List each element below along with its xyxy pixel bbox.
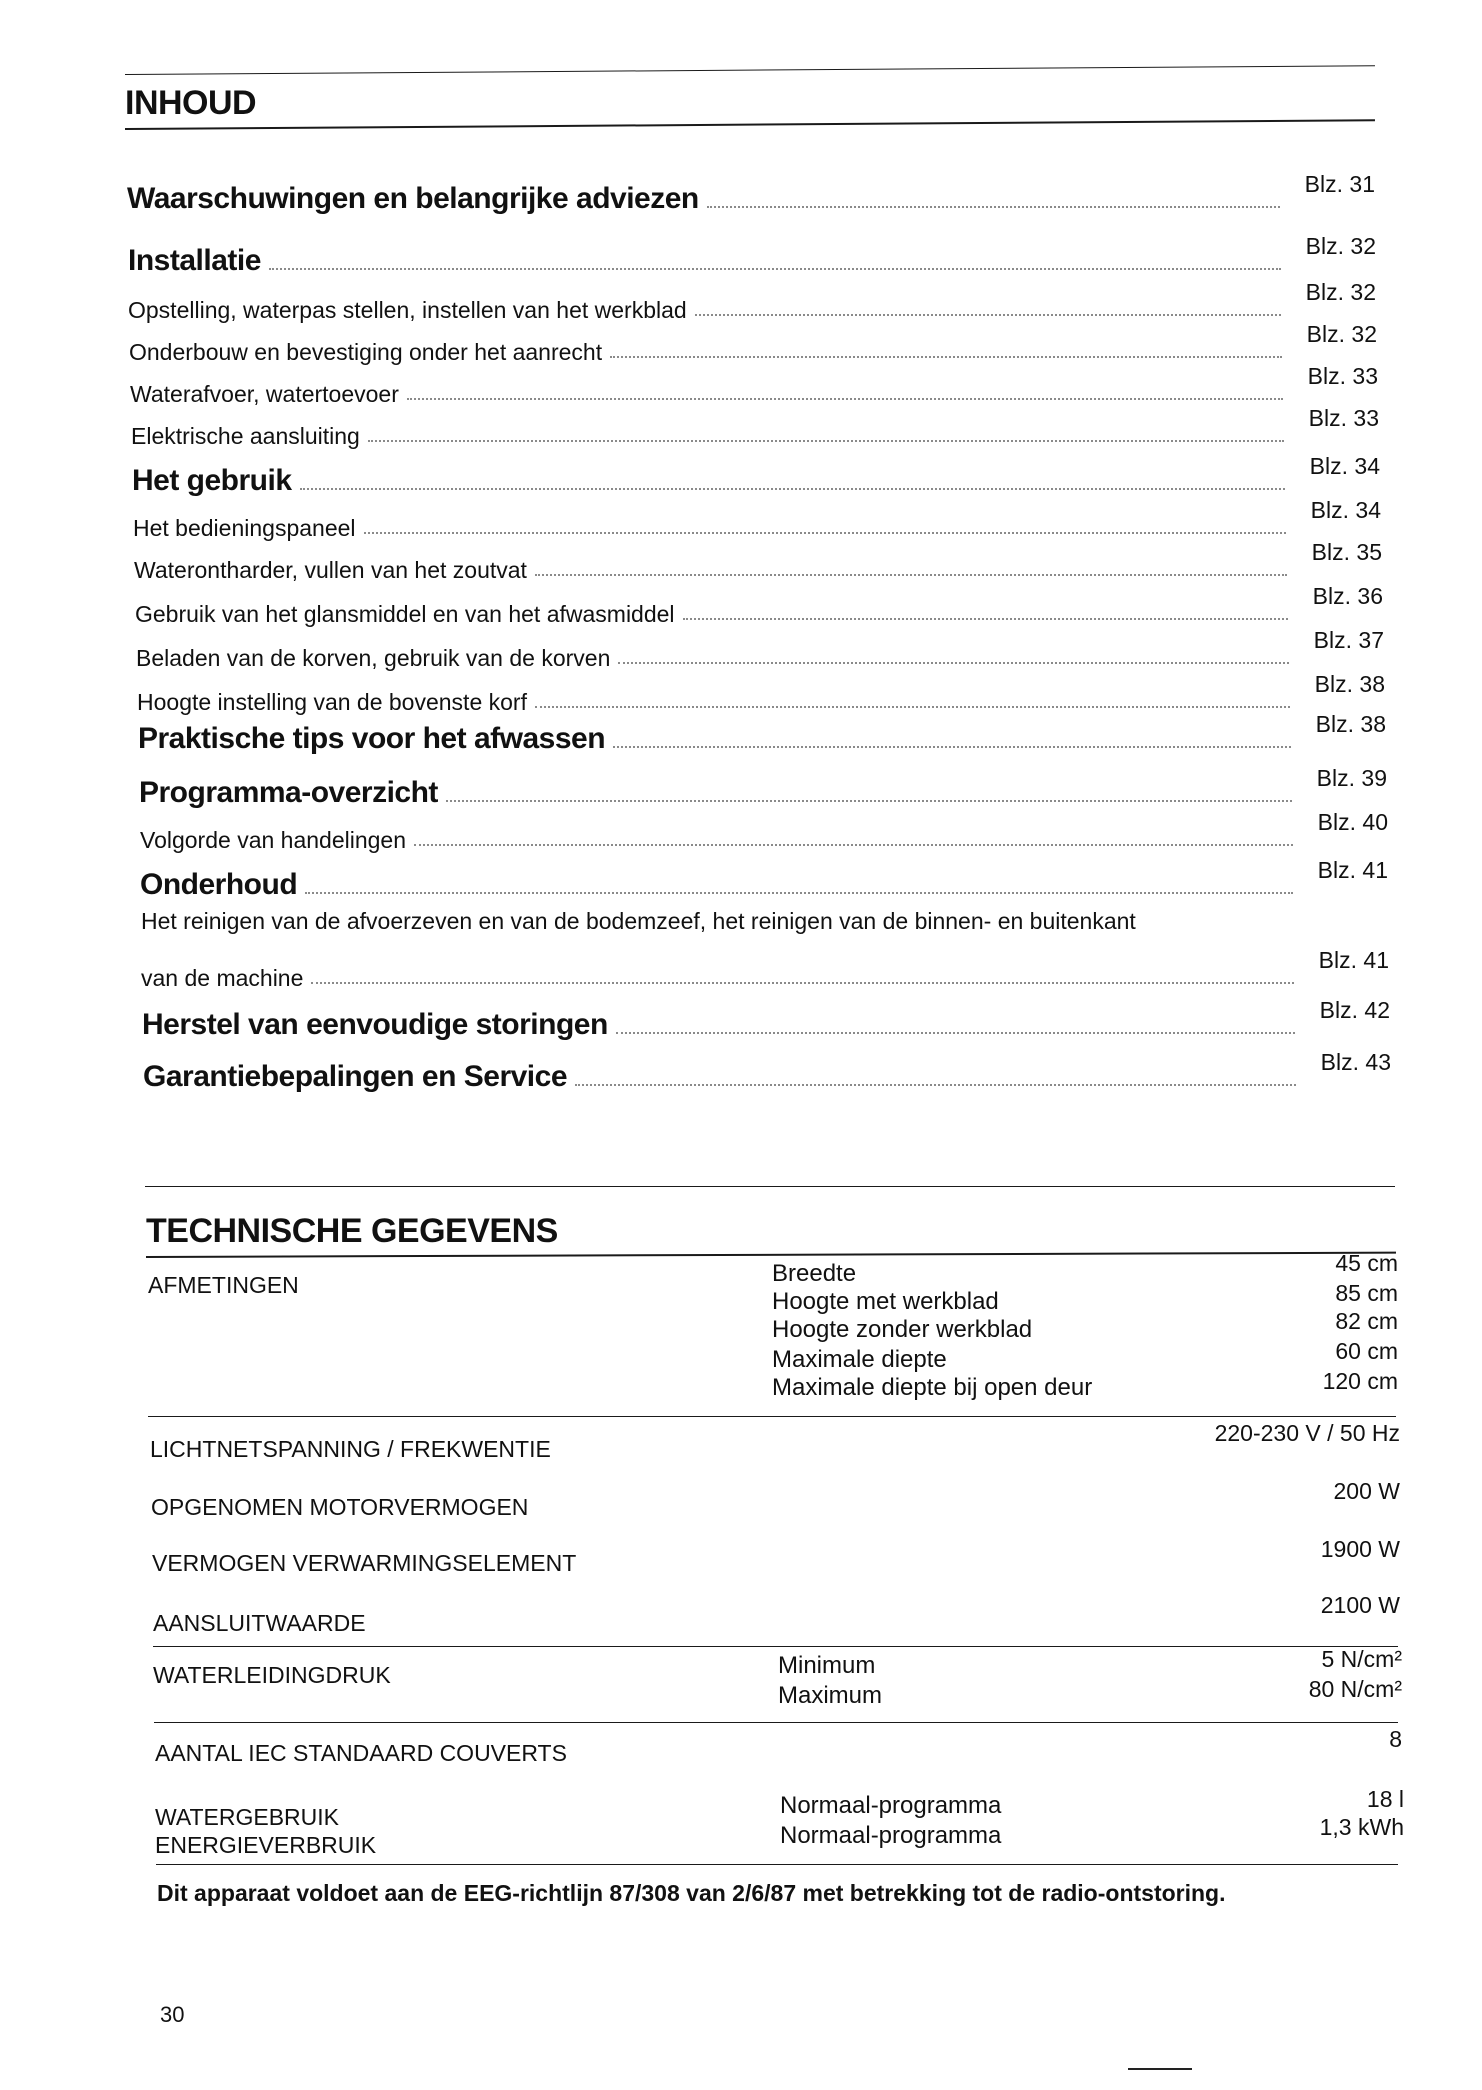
toc-leader-dots <box>616 1032 1295 1034</box>
spec-label-watergebruik: WATERGEBRUIK <box>155 1804 340 1830</box>
spec-label-lichtnet: LICHTNETSPANNING / FREKWENTIE <box>150 1436 551 1462</box>
toc-title-rule <box>125 119 1375 130</box>
toc-entry <box>136 627 1384 672</box>
toc-entry-label: Waterontharder, vullen van het zoutvat <box>134 557 535 584</box>
spec-divider <box>156 1864 1398 1865</box>
spec-value-diepte: 60 cm <box>1335 1338 1398 1364</box>
spec-value-waterdruk-max: 80 N/cm² <box>1308 1676 1402 1702</box>
toc-entry-page: Blz. 33 <box>1308 405 1379 431</box>
toc-leader-dots <box>695 314 1281 316</box>
toc-entry-label: Gebruik van het glansmiddel en van het afwasmiddel <box>135 601 683 628</box>
toc-title: INHOUD <box>125 84 257 122</box>
toc-entry <box>127 171 1375 216</box>
toc-leader-dots <box>613 746 1291 748</box>
toc-entry-label: Waarschuwingen en belangrijke adviezen <box>127 182 707 216</box>
toc-entry-page: Blz. 32 <box>1305 279 1376 305</box>
toc-entry-label: Het reinigen van de afvoerzeven en van de bodemzeef, het reinigen van de binnen- en buitenkant <box>141 908 1136 934</box>
toc-entry <box>135 583 1383 628</box>
toc-entry-page: Blz. 41 <box>1318 947 1389 973</box>
spec-value-lichtnet: 220-230 V / 50 Hz <box>1214 1420 1400 1446</box>
spec-divider <box>154 1722 1398 1723</box>
spec-divider <box>153 1646 1398 1647</box>
toc-entry-page: Blz. 33 <box>1307 363 1378 389</box>
toc-leader-dots <box>407 398 1283 400</box>
toc-entry-label: Opstelling, waterpas stellen, instellen van het werkblad <box>128 297 695 324</box>
toc-entry-page: Blz. 39 <box>1316 765 1387 791</box>
spec-sub-diepte-open: Maximale diepte bij open deur <box>772 1374 1093 1401</box>
toc-entry-page: Blz. 38 <box>1314 671 1385 697</box>
corner-mark <box>1128 2068 1192 2070</box>
specs-title-rule <box>146 1252 1396 1258</box>
toc-leader-dots <box>610 356 1282 358</box>
toc-entry <box>130 363 1378 408</box>
spec-label-verwarming: VERMOGEN VERWARMINGSELEMENT <box>152 1550 577 1576</box>
spec-sub-minimum: Minimum <box>778 1652 876 1679</box>
toc-leader-dots <box>707 206 1280 208</box>
toc-entry <box>129 321 1377 366</box>
toc-entry-label: Elektrische aansluiting <box>131 423 368 450</box>
toc-entry-page: Blz. 31 <box>1304 171 1375 197</box>
toc-leader-dots <box>683 618 1288 620</box>
toc-entry-page: Blz. 38 <box>1315 711 1386 737</box>
spec-label-aansluit: AANSLUITWAARDE <box>153 1610 366 1636</box>
toc-entry <box>140 857 1388 902</box>
toc-leader-dots <box>618 662 1289 664</box>
toc-entry <box>140 809 1388 854</box>
toc-leader-dots <box>269 268 1281 270</box>
toc-entry-label: Waterafvoer, watertoevoer <box>130 381 407 408</box>
spec-value-waterdruk-min: 5 N/cm² <box>1321 1646 1402 1672</box>
toc-leader-dots <box>368 440 1284 442</box>
spec-label-motor: OPGENOMEN MOTORVERMOGEN <box>151 1494 529 1520</box>
toc-leader-dots <box>575 1084 1296 1086</box>
toc-leader-dots <box>535 706 1290 708</box>
toc-entry-label: Het bedieningspaneel <box>133 515 364 542</box>
toc-entry <box>143 1049 1391 1094</box>
spec-label-couverts: AANTAL IEC STANDAARD COUVERTS <box>155 1740 567 1766</box>
toc-entry-page: Blz. 34 <box>1310 497 1381 523</box>
toc-entry <box>131 405 1379 450</box>
spec-sub-maximum: Maximum <box>778 1682 883 1709</box>
spec-sub-breedte: Breedte <box>772 1260 857 1287</box>
spec-label-waterdruk: WATERLEIDINGDRUK <box>153 1662 391 1688</box>
toc-entry-page: Blz. 36 <box>1312 583 1383 609</box>
toc-entry-page: Blz. 42 <box>1319 997 1390 1023</box>
toc-entry <box>141 947 1389 992</box>
specs-title: TECHNISCHE GEGEVENS <box>146 1212 558 1250</box>
page-number: 30 <box>160 2002 185 2027</box>
spec-sub-hoogte-zonder: Hoogte zonder werkblad <box>772 1316 1033 1343</box>
spec-value-watergebruik: 18 l <box>1366 1786 1404 1812</box>
toc-leader-dots <box>311 982 1294 984</box>
toc-entry-label: Installatie <box>128 244 269 278</box>
toc-entry <box>142 997 1390 1042</box>
toc-leader-dots <box>535 574 1287 576</box>
toc-entry <box>133 497 1381 542</box>
toc-entry-page: Blz. 43 <box>1320 1049 1391 1075</box>
toc-entry-label: Praktische tips voor het afwassen <box>138 722 613 756</box>
toc-entry <box>137 671 1385 716</box>
spec-value-diepte-open: 120 cm <box>1322 1368 1398 1394</box>
toc-entry-label: van de machine <box>141 965 311 992</box>
spec-sub-diepte: Maximale diepte <box>772 1346 947 1373</box>
spec-value-breedte: 45 cm <box>1335 1250 1398 1276</box>
toc-leader-dots <box>300 488 1285 490</box>
spec-label-afmetingen: AFMETINGEN <box>148 1272 299 1298</box>
spec-divider <box>148 1416 1396 1417</box>
toc-entry <box>139 765 1387 810</box>
spec-value-couverts: 8 <box>1389 1726 1402 1752</box>
spec-value-aansluit: 2100 W <box>1320 1592 1400 1618</box>
toc-leader-dots <box>364 532 1286 534</box>
toc-entry-page: Blz. 37 <box>1313 627 1384 653</box>
top-rule <box>125 65 1375 75</box>
toc-entry-label: Garantiebepalingen en Service <box>143 1060 575 1094</box>
toc-entry-page: Blz. 32 <box>1306 321 1377 347</box>
toc-leader-dots <box>446 800 1292 802</box>
specs-top-rule <box>145 1186 1395 1187</box>
toc-entry-label: Programma-overzicht <box>139 776 446 810</box>
toc-entry <box>132 453 1380 498</box>
toc-entry-label: Onderbouw en bevestiging onder het aanrecht <box>129 339 610 366</box>
spec-value-hoogte-met: 85 cm <box>1335 1280 1398 1306</box>
toc-entry-label: Het gebruik <box>132 464 300 498</box>
toc-entry <box>128 279 1376 324</box>
toc-entry <box>128 233 1376 278</box>
spec-value-energie: 1,3 kWh <box>1319 1814 1404 1840</box>
spec-label-energie: ENERGIEVERBRUIK <box>155 1832 377 1858</box>
toc-entry-label: Herstel van eenvoudige storingen <box>142 1008 616 1042</box>
toc-entry <box>134 539 1382 584</box>
spec-sub-energie: Normaal-programma <box>780 1822 1002 1849</box>
toc-entry-label: Beladen van de korven, gebruik van de korven <box>136 645 618 672</box>
spec-value-hoogte-zonder: 82 cm <box>1335 1308 1398 1334</box>
spec-value-verwarming: 1900 W <box>1320 1536 1400 1562</box>
toc-entry-label: Onderhoud <box>140 868 305 902</box>
toc-entry-label: Hoogte instelling van de bovenste korf <box>137 689 535 716</box>
toc-entry-page: Blz. 32 <box>1305 233 1376 259</box>
toc-leader-dots <box>414 844 1293 846</box>
spec-value-motor: 200 W <box>1333 1478 1400 1504</box>
toc-entry-page: Blz. 41 <box>1317 857 1388 883</box>
regulation-footnote: Dit apparaat voldoet aan de EEG-richtlijn 87/308 van 2/6/87 met betrekking tot de radio-ontstoring. <box>157 1880 1226 1906</box>
toc-entry-label: Volgorde van handelingen <box>140 827 414 854</box>
toc-entry-page: Blz. 34 <box>1309 453 1380 479</box>
spec-sub-hoogte-met: Hoogte met werkblad <box>772 1288 999 1315</box>
toc-leader-dots <box>305 892 1293 894</box>
toc-entry <box>138 711 1386 756</box>
spec-sub-watergebruik: Normaal-programma <box>780 1792 1002 1819</box>
toc-entry-page: Blz. 35 <box>1311 539 1382 565</box>
toc-entry-page: Blz. 40 <box>1317 809 1388 835</box>
